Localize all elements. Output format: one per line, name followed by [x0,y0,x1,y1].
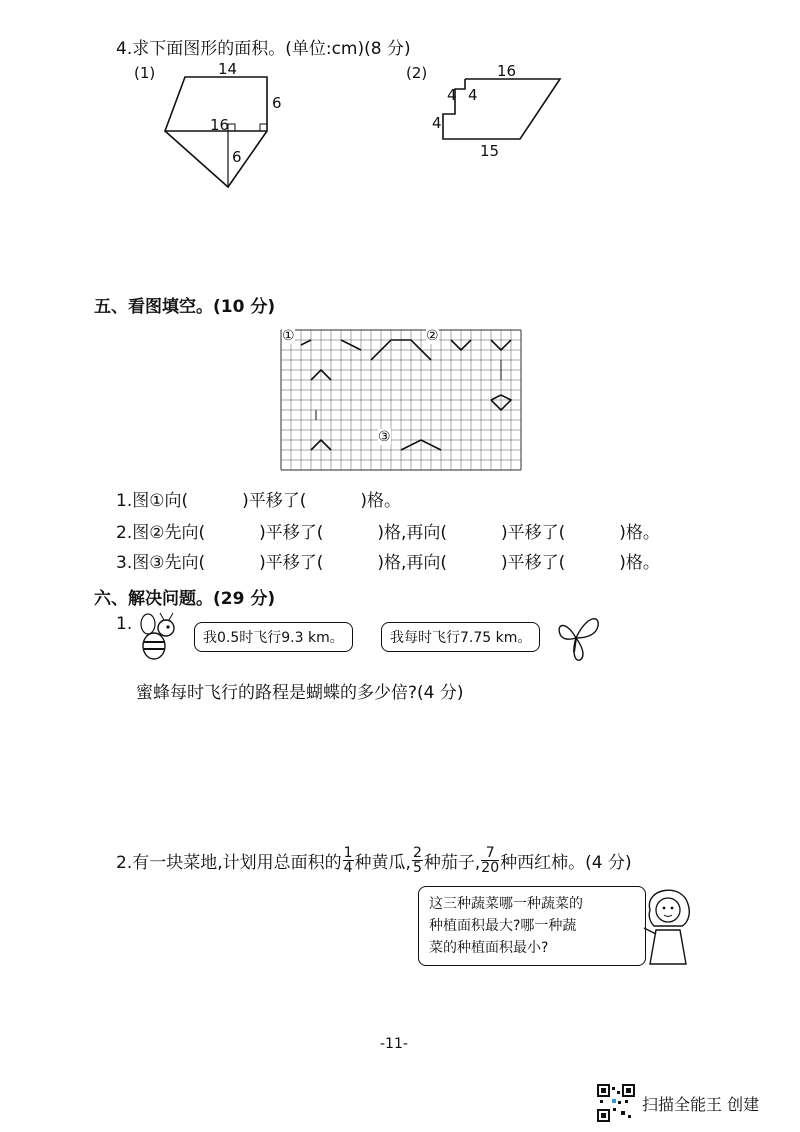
q2-part-c: )格,再向( [377,523,448,543]
section4-title: 4.求下面图形的面积。(单位:cm)(8 分) [116,39,411,59]
figure-2-step-height: 4 [468,86,478,104]
bee-icon [136,612,184,664]
section6-title: 六、解决问题。(29 分) [94,589,276,609]
bee-speech-bubble: 我0.5时飞行9.3 km。 [194,622,353,652]
figure-2-bottom-length: 15 [480,142,500,160]
butterfly-speech-bubble: 我每时飞行7.75 km。 [381,622,540,652]
butterfly-icon [552,610,602,666]
figure-2-top-length: 16 [497,62,517,80]
problem-2-text-2: 种茄子, [423,852,481,873]
q1-part-a: 1.图①向( [116,491,189,511]
translation-grid [280,326,522,474]
bubble-line-3: 菜的种植面积最小? [429,940,549,956]
figure-2-label: (2) [406,64,428,82]
fraction-cucumber [343,846,354,875]
marker-2: ② [426,328,439,344]
figure-2-step-width: 4 [447,86,457,104]
q1-part-b: )平移了( [242,491,307,511]
problem-2-text-1: 种黄瓜, [354,852,411,873]
problem-2-text-3: 种西红柿。(4 分) [500,852,632,873]
problem-1-question: 蜜蜂每时飞行的路程是蝴蝶的多少倍?(4 分) [136,683,464,703]
figure-1-right-length: 6 [272,94,282,112]
marker-3: ③ [378,429,391,445]
figure-1 [130,58,310,198]
q2-part-e: )格。 [619,523,660,543]
section5-title: 五、看图填空。(10 分) [94,297,276,317]
figure-1-label: (1) [134,64,156,82]
figure-1-base-length: 16 [210,116,230,134]
q2-part-d: )平移了( [501,523,566,543]
fraction-tomato [481,846,499,875]
girl-speech-bubble [418,886,646,966]
page-number: -11- [380,1036,408,1052]
q3-part-b: )平移了( [259,553,324,573]
fraction-3-denominator: 20 [481,859,500,876]
fraction-1-denominator: 4 [343,859,353,876]
figure-2-left-length: 4 [432,114,442,132]
fraction-2-denominator: 5 [412,859,422,876]
grid-drawing [280,326,522,474]
figure-1-height-length: 6 [232,148,242,166]
q2-part-a: 2.图②先向( [116,523,206,543]
figure-1-top-length: 14 [218,60,238,78]
question-5-1 [116,486,401,511]
bubble-line-1: 这三种蔬菜哪一种蔬菜的 [429,896,583,912]
bubble-line-2: 种植面积最大?哪一种蔬 [429,918,577,934]
q3-part-c: )格,再向( [377,553,448,573]
shape-1-original [301,340,311,345]
fraction-eggplant [412,846,423,875]
q3-part-e: )格。 [619,553,660,573]
watermark-brand: 扫描全能王 创建 [642,1095,760,1114]
qr-code-icon [597,1084,635,1122]
q2-part-b: )平移了( [259,523,324,543]
girl-icon [638,880,698,966]
fraction-3-numerator: 7 [481,846,499,861]
question-5-2 [116,518,660,543]
question-5-3 [116,548,660,573]
problem-1-number: 1. [116,614,133,634]
q3-part-a: 3.图③先向( [116,553,206,573]
problem-2-prefix: 2.有一块菜地,计划用总面积的 [116,852,342,873]
q1-part-c: )格。 [360,491,401,511]
figure-2 [400,58,580,168]
fraction-2-numerator: 2 [412,844,422,861]
q3-part-d: )平移了( [501,553,566,573]
fraction-1-numerator: 1 [343,844,353,861]
marker-1: ① [282,328,295,344]
problem-2-text [116,840,632,880]
